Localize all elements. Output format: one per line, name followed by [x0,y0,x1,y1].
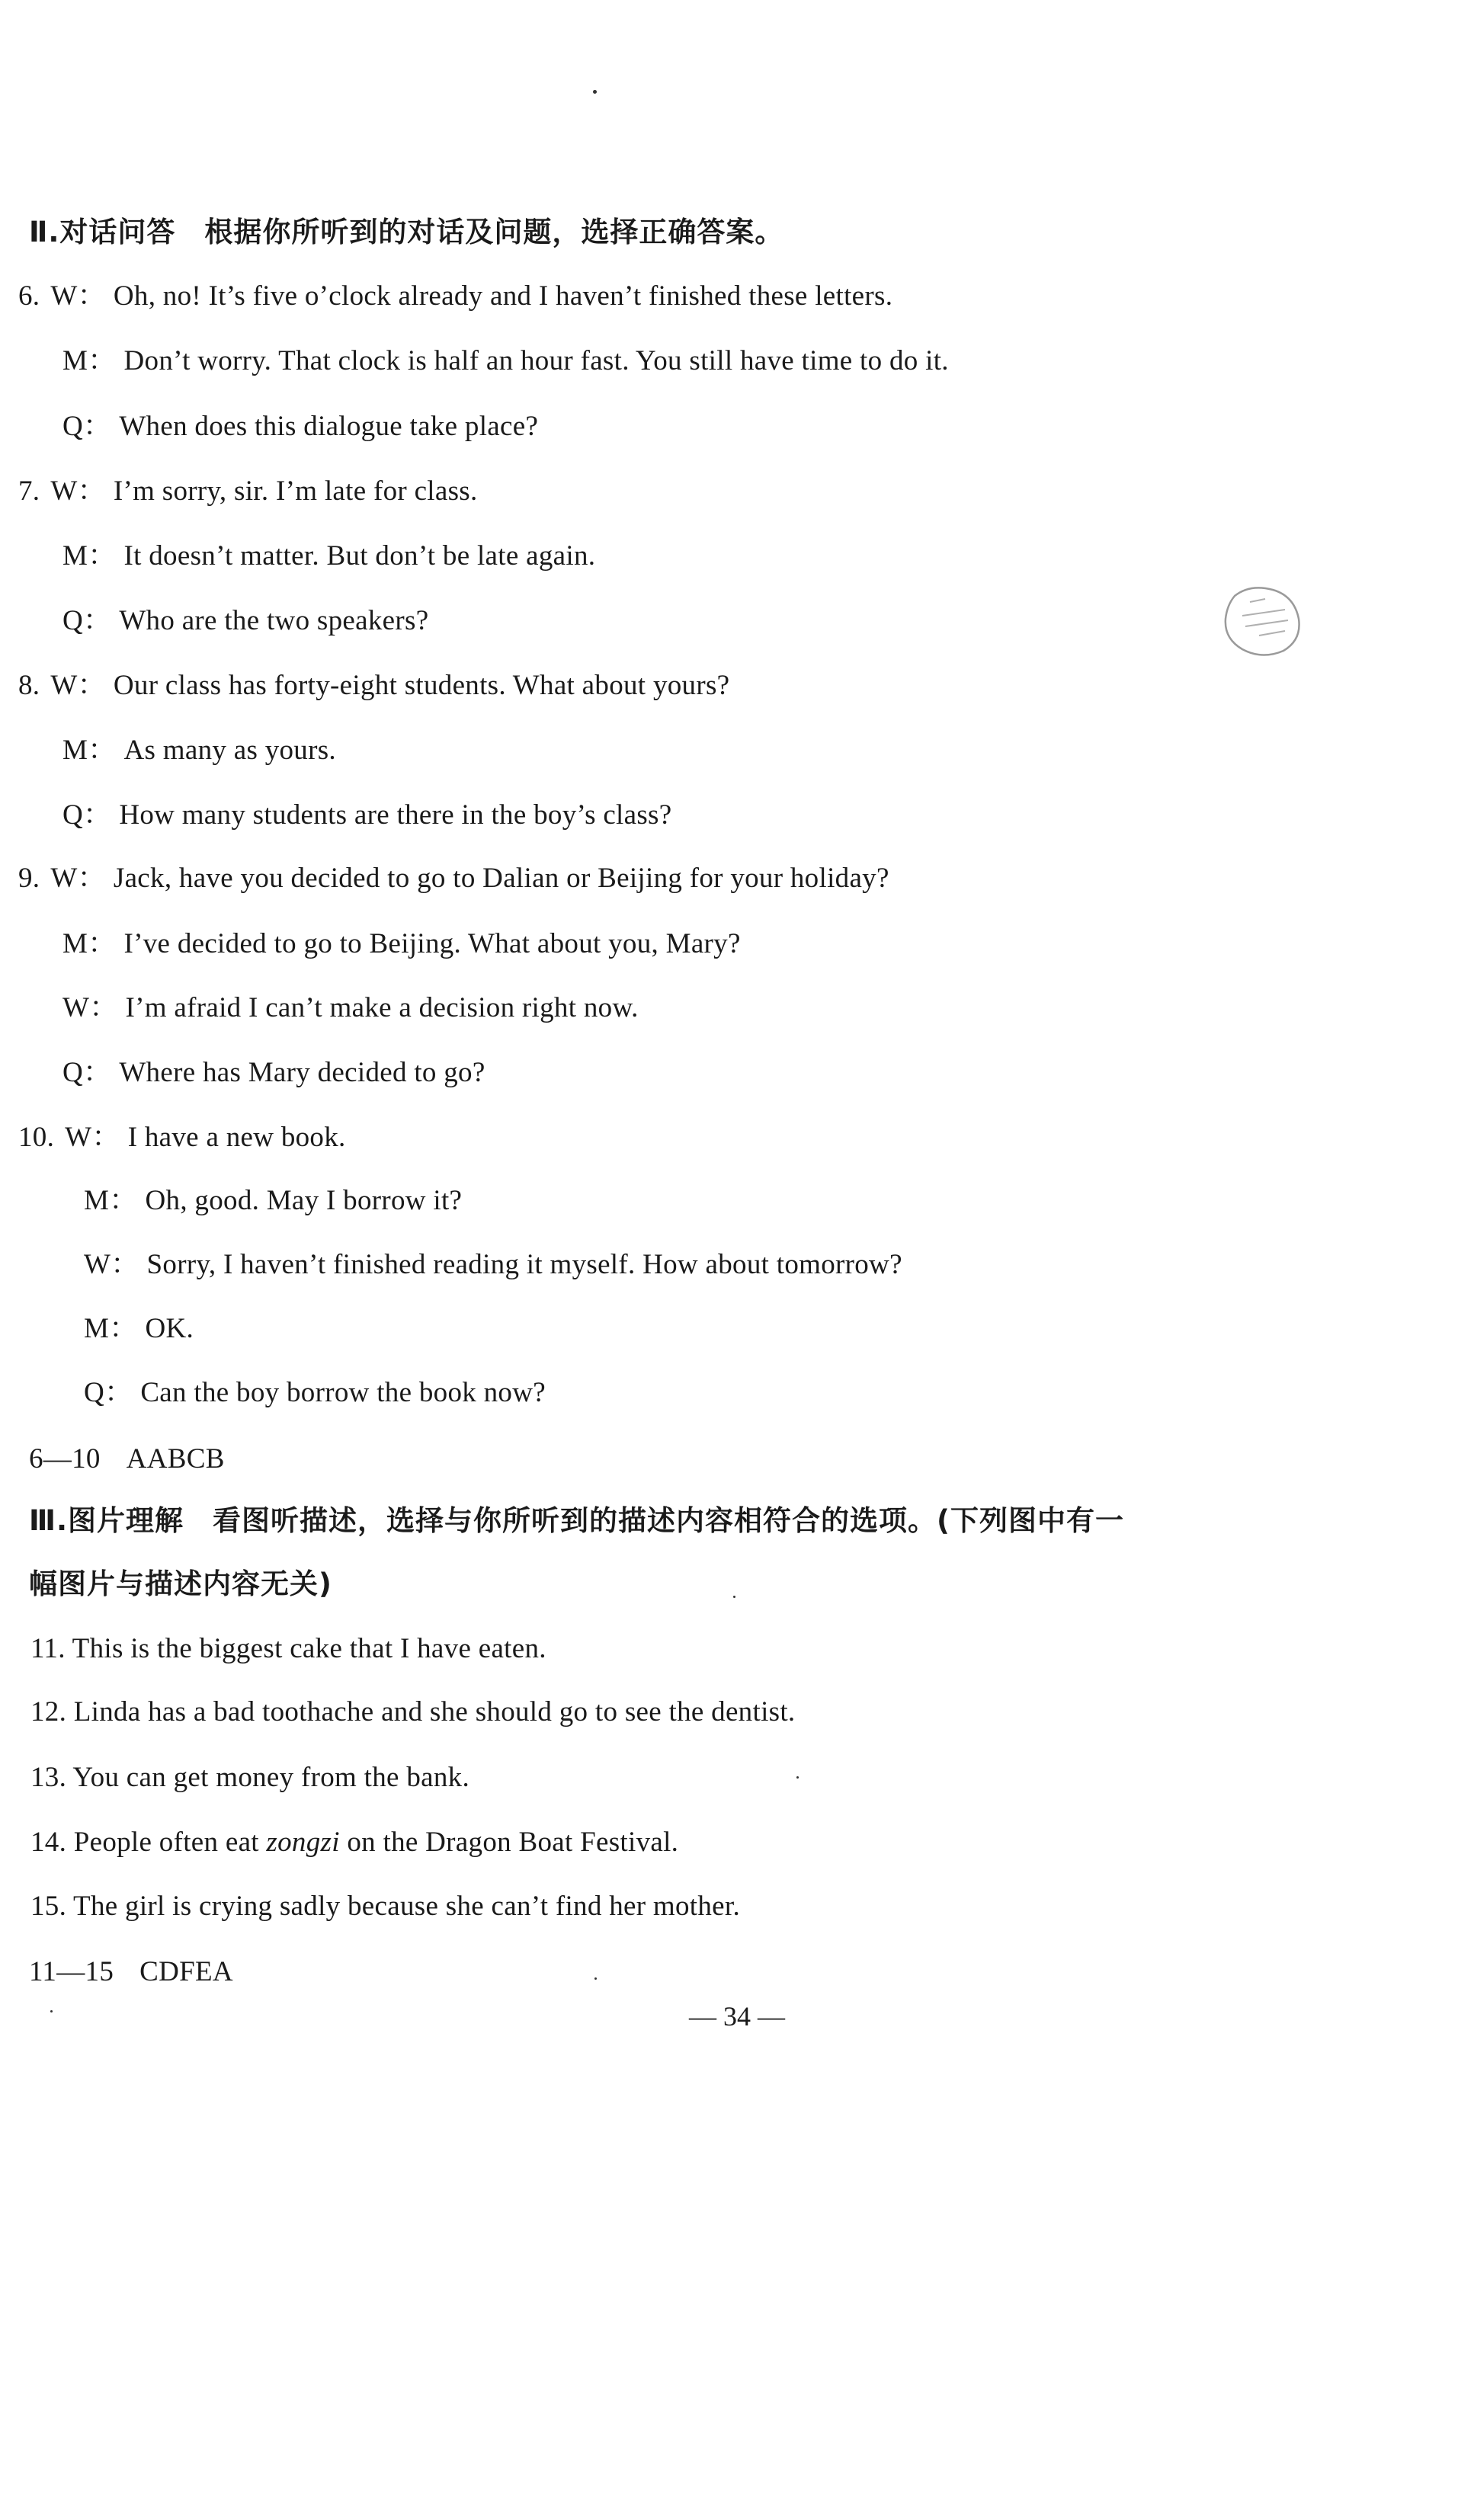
answer-6-10 [29,1442,225,1477]
dialogue-text: Who are the two speakers? [119,605,429,636]
item-number: 12. [30,1696,67,1727]
item-number: 7. [18,476,40,507]
scan-speck [593,90,597,94]
sentence-italic-word: zongzi [266,1827,340,1858]
dialogue-line-7-1 [18,474,478,509]
dialogue-line-9-2 [62,927,741,962]
dialogue-line-10-4 [84,1311,194,1346]
speaker-label: Q： [62,799,112,831]
dialogue-text: When does this dialogue take place? [119,411,539,442]
item-number: 15. [30,1891,67,1922]
answer-11-15 [29,1955,233,1990]
dialogue-line-10-1 [18,1120,346,1155]
speaker-label: M： [62,540,117,572]
speaker-label: Q： [62,1057,112,1088]
speaker-label: Q： [84,1377,133,1408]
item-number: 6. [18,280,40,312]
page-number: — 34 — [689,2001,785,2032]
watermark-stamp-icon [1219,581,1305,660]
speaker-label: Q： [62,411,112,442]
dialogue-text: How many students are there in the boy’s class? [119,799,672,831]
dialogue-text: OK. [145,1313,194,1344]
speaker-label: W： [50,670,106,701]
dialogue-text: Oh, good. May I borrow it? [145,1185,463,1216]
dialogue-text: I’ve decided to go to Beijing. What about you, Mary? [123,928,741,959]
dialogue-text: Our class has forty-eight students. What about yours? [113,670,730,701]
answer-value: CDFEA [139,1956,233,1987]
dialogue-line-9-3 [62,991,639,1026]
dialogue-line-7-2 [62,539,595,574]
dialogue-text: Oh, no! It’s five o’clock already and I haven’t finished these letters. [113,280,893,312]
scan-speck [733,1596,735,1598]
speaker-label: Q： [62,605,112,636]
dialogue-text: Where has Mary decided to go? [119,1057,485,1088]
item-number: 10. [18,1122,55,1153]
dialogue-line-9-4 [62,1055,485,1090]
item-number: 14. [30,1827,67,1858]
answer-value: AABCB [126,1443,225,1475]
sentence-14 [30,1825,678,1860]
dialogue-line-10-2 [84,1183,462,1218]
sentence-15 [30,1889,740,1924]
item-number: 13. [30,1762,67,1793]
sentence-12 [30,1695,795,1730]
sentence-text: This is the biggest cake that I have eaten. [72,1633,546,1664]
dialogue-line-8-3 [62,798,671,833]
speaker-label: M： [62,928,117,959]
scan-speck [796,1776,799,1779]
item-number: 11. [30,1633,66,1664]
dialogue-text: I’m sorry, sir. I’m late for class. [113,476,478,507]
speaker-label: W： [50,863,106,894]
dialogue-line-9-1 [18,861,889,896]
dialogue-text: Sorry, I haven’t finished reading it myself. How about tomorrow? [146,1249,902,1280]
speaker-label: W： [50,476,106,507]
section-3-heading-line-2: 幅图片与描述内容无关) [29,1567,332,1600]
dialogue-line-6-2 [62,344,949,379]
dialogue-text: Jack, have you decided to go to Dalian or Beijing for your holiday? [113,863,889,894]
dialogue-line-8-1 [18,668,729,703]
section-2-heading: Ⅱ.对话问答 根据你所听到的对话及问题，选择正确答案。 [29,216,784,248]
item-number: 8. [18,670,40,701]
dialogue-text: Don’t worry. That clock is half an hour fast. You still have time to do it. [123,345,949,376]
dialogue-line-7-3 [62,604,428,639]
speaker-label: M： [62,345,117,376]
scan-speck [50,2010,53,2012]
dialogue-line-10-3 [84,1247,902,1282]
dialogue-line-8-2 [62,733,336,768]
dialogue-text: Can the boy borrow the book now? [140,1377,546,1408]
sentence-text-before: People often eat [73,1827,267,1858]
sentence-text: You can get money from the bank. [72,1762,470,1793]
speaker-label: M： [84,1185,138,1216]
scan-speck [594,1977,597,1980]
dialogue-line-10-5 [84,1375,546,1410]
speaker-label: M： [84,1313,138,1344]
dialogue-text: I’m afraid I can’t make a decision right now. [125,992,639,1023]
dialogue-text: As many as yours. [123,735,336,766]
sentence-text-after: on the Dragon Boat Festival. [339,1827,679,1858]
sentence-text: The girl is crying sadly because she can’t find her mother. [73,1891,740,1922]
dialogue-text: I have a new book. [127,1122,346,1153]
answer-range: 6—10 [29,1443,101,1475]
sentence-11 [30,1631,546,1667]
speaker-label: W： [62,992,118,1023]
section-3-heading-line-1: Ⅲ.图片理解 看图听描述，选择与你所听到的描述内容相符合的选项。(下列图中有一 [29,1504,1124,1537]
dialogue-line-6-3 [62,409,538,444]
item-number: 9. [18,863,40,894]
speaker-label: W： [65,1122,120,1153]
speaker-label: W： [84,1249,139,1280]
speaker-label: W： [50,280,106,312]
sentence-13 [30,1760,469,1795]
dialogue-line-6-1 [18,279,892,314]
sentence-text: Linda has a bad toothache and she should go to see the dentist. [73,1696,796,1727]
dialogue-text: It doesn’t matter. But don’t be late again. [123,540,596,572]
speaker-label: M： [62,735,117,766]
answer-range: 11—15 [29,1956,114,1987]
